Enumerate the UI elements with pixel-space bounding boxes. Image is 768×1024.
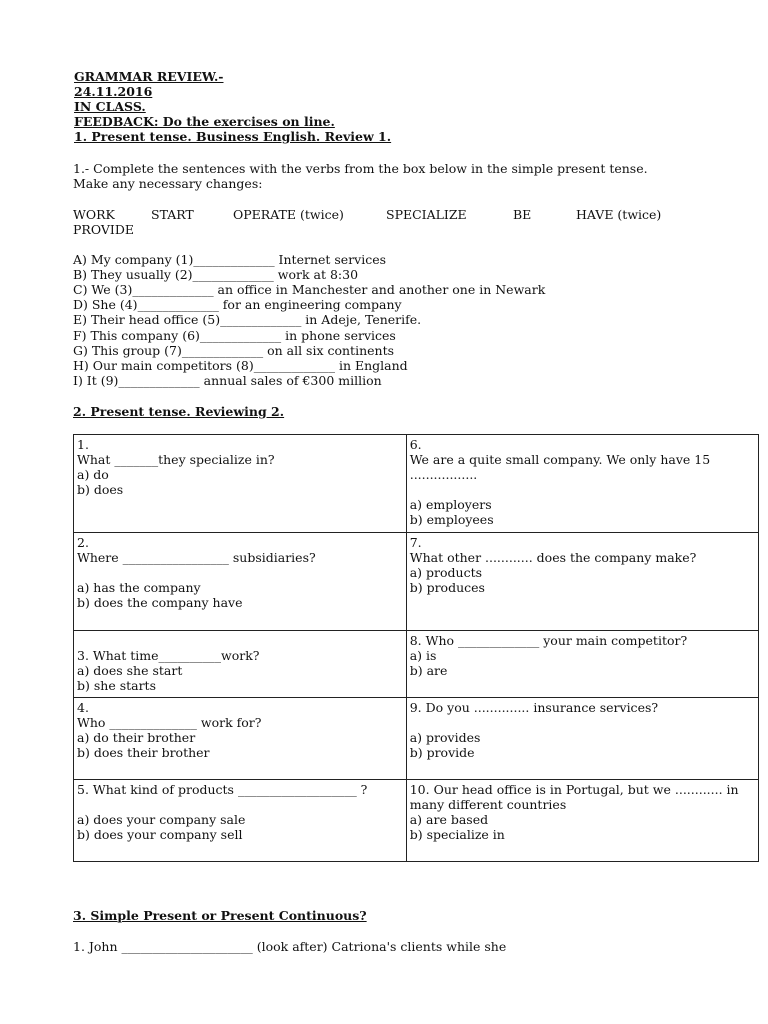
doc-title: GRAMMAR REVIEW.- (74, 69, 224, 84)
sentence-item: H) Our main competitors (8)_____________ in England (73, 358, 408, 373)
sentence-item: I) It (9)_____________ annual sales of €300 million (73, 373, 382, 388)
verb-item: START (151, 207, 194, 222)
verb-item: OPERATE (twice) (233, 207, 344, 222)
doc-date: 24.11.2016 (74, 84, 153, 99)
table-row (74, 533, 759, 631)
question-cell: 5. What kind of products ___________________ ? a) does your company sale b) does your company sell (74, 780, 407, 862)
verb-item: BE (513, 207, 532, 222)
table-row (74, 780, 759, 862)
question-cell: 1. What _______they specialize in? a) do b) does (74, 435, 407, 533)
sentence-item: D) She (4)_____________ for an engineering company (73, 297, 402, 312)
question-cell: 6. We are a quite small company. We only have 15 ................. a) employers b) employees (406, 435, 758, 533)
table-row (74, 631, 759, 698)
exercise1-instructions: 1.- Complete the sentences with the verbs from the box below in the simple present tense. Make any necessary changes: (73, 161, 648, 191)
exercise2-table (73, 434, 759, 862)
sentence-item: B) They usually (2)_____________ work at 8:30 (73, 267, 359, 282)
question-cell: 9. Do you .............. insurance services? a) provides b) provide (406, 698, 758, 780)
doc-place: IN CLASS. (74, 99, 146, 114)
question-cell: 10. Our head office is in Portugal, but we ............ in many different countries a) are based b) specialize in (406, 780, 758, 862)
verb-item: WORK (73, 207, 115, 222)
sentence-item: F) This company (6)_____________ in phone services (73, 328, 396, 343)
sentence-item: E) Their head office (5)_____________ in Adeje, Tenerife. (73, 312, 422, 327)
question-cell: 2. Where _________________ subsidiaries? a) has the company b) does the company have (74, 533, 407, 631)
table-row (74, 435, 759, 533)
section1-title: 1. Present tense. Business English. Review 1. (74, 129, 392, 144)
section2-title: 2. Present tense. Reviewing 2. (73, 404, 285, 419)
exercise3-item: 1. John _____________________ (look after) Catriona's clients while she (73, 939, 507, 954)
section3-title: 3. Simple Present or Present Continuous? (73, 908, 367, 923)
doc-feedback: FEEDBACK: Do the exercises on line. (74, 114, 335, 129)
verb-item: PROVIDE (73, 222, 134, 237)
sentence-item: A) My company (1)_____________ Internet services (73, 252, 387, 267)
question-cell: 7. What other ............ does the company make? a) products b) produces (406, 533, 758, 631)
verb-item: HAVE (twice) (576, 207, 662, 222)
question-cell: 3. What time__________work? a) does she start b) she starts (74, 631, 407, 698)
sentence-item: G) This group (7)_____________ on all six continents (73, 343, 395, 358)
verb-item: SPECIALIZE (386, 207, 467, 222)
question-cell: 4. Who ______________ work for? a) do their brother b) does their brother (74, 698, 407, 780)
sentence-item: C) We (3)_____________ an office in Manchester and another one in Newark (73, 282, 546, 297)
table-row (74, 698, 759, 780)
question-cell: 8. Who _____________ your main competitor? a) is b) are (406, 631, 758, 698)
